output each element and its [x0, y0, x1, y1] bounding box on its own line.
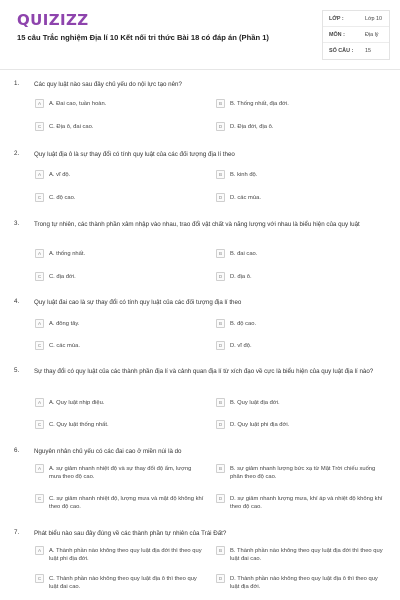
option-letter-box: A [35, 398, 44, 407]
meta-value: 15 [365, 48, 371, 54]
option-letter-box: C [35, 122, 44, 131]
option-letter-box: C [35, 193, 44, 202]
option-text: C. sự giảm nhanh nhiệt độ, lượng mưa và mặt độ không khí theo độ cao. [49, 496, 204, 510]
quizizz-logo[interactable]: QUIZIZZ [17, 11, 89, 29]
option-text: B. kinh độ. [230, 172, 258, 178]
question-number: 6. [14, 447, 20, 454]
option-letter-box: B [216, 319, 225, 328]
header-divider [0, 69, 400, 70]
meta-value: Lớp 10 [365, 16, 383, 22]
option-text: D. vĩ độ. [230, 343, 252, 349]
option-letter-box: B [216, 464, 225, 473]
question-number: 3. [14, 220, 20, 227]
option-text: A. thống nhất. [49, 251, 86, 257]
option-text: C. các mùa. [49, 343, 80, 349]
meta-info-box [322, 10, 390, 60]
meta-row-count [323, 43, 389, 59]
option-letter-box: B [216, 546, 225, 555]
question-number: 4. [14, 298, 20, 305]
option-letter-box: B [216, 398, 225, 407]
option-text: D. địa ô. [230, 274, 252, 280]
option-text: D. sự giảm nhanh lượng mưa, khí áp và nhiệt độ không khí theo độ cao. [230, 496, 383, 510]
option-text: B. Thống nhất, địa đới. [230, 101, 289, 107]
option-text: D. các mùa. [230, 195, 261, 201]
question-text: Phát biểu nào sau đây đúng về các thành phần tự nhiên của Trái Đất? [34, 530, 227, 537]
document-header [0, 0, 400, 64]
option-text: A. đông tây. [49, 321, 80, 327]
option-letter-box: C [35, 574, 44, 583]
option-letter-box: D [216, 420, 225, 429]
option-text: B. Quy luật địa đới. [230, 400, 280, 406]
option-text: C. Địa ô, đai cao. [49, 124, 94, 130]
meta-value: Địa lý [365, 32, 379, 38]
question-number: 1. [14, 80, 20, 87]
question-text: Nguyên nhân chủ yếu có các đai cao ở miền núi là do [34, 448, 182, 455]
question-text: Quy luật đai cao là sự thay đổi có tính quy luật của các đối tượng địa lí theo [34, 299, 242, 306]
question-text: Trong tự nhiên, các thành phần xâm nhập vào nhau, trao đổi vật chất và năng lượng với nhau là biểu hiện của quy luật [34, 221, 360, 228]
option-text: B. sự giảm nhanh lượng bức xạ từ Mặt Trời chiếu xuống phân theo độ cao. [230, 466, 376, 480]
option-text: B. Thành phần nào không theo quy luật địa đới thì theo quy luật đai cao. [230, 548, 383, 562]
option-text: D. Địa đới, địa ô. [230, 124, 274, 130]
option-text: B. độ cao. [230, 321, 257, 327]
option-letter-box: A [35, 464, 44, 473]
option-letter-box: C [35, 272, 44, 281]
option-text: A. sự giảm nhanh nhiệt độ và sự thay đổi độ ẩm, lượng mưa theo độ cao. [49, 466, 192, 480]
meta-key: MÔN : [329, 32, 345, 38]
option-text: C. Thành phần nào không theo quy luật địa ô thì theo quy luật đai cao. [49, 576, 197, 590]
option-letter-box: C [35, 341, 44, 350]
option-text: C. Quy luật thống nhất. [49, 422, 109, 428]
meta-key: SỐ CÂU : [329, 48, 354, 54]
option-letter-box: D [216, 193, 225, 202]
option-letter-box: A [35, 249, 44, 258]
option-text: C. địa đới. [49, 274, 76, 280]
question-number: 2. [14, 150, 20, 157]
option-text: D. Thành phần nào không theo quy luật địa ô thì theo quy luật địa đới. [230, 576, 378, 590]
option-letter-box: B [216, 249, 225, 258]
option-text: A. Thành phần nào không theo quy luật địa đới thì theo quy luật phi địa đới. [49, 548, 202, 562]
option-letter-box: A [35, 546, 44, 555]
page-title: 15 câu Trắc nghiệm Địa lí 10 Kết nối tri thức Bài 18 có đáp án (Phần 1) [17, 33, 269, 42]
option-letter-box: D [216, 341, 225, 350]
option-text: A. Quy luật nhịp điệu. [49, 400, 105, 406]
question-text: Các quy luật nào sau đây chủ yếu do nội lực tạo nên? [34, 81, 182, 88]
option-text: C. độ cao. [49, 195, 76, 201]
option-letter-box: B [216, 170, 225, 179]
option-text: B. đai cao. [230, 251, 258, 257]
meta-row-subject [323, 27, 389, 43]
option-text: D. Quy luật phi địa đới. [230, 422, 290, 428]
option-letter-box: C [35, 494, 44, 503]
question-number: 7. [14, 529, 20, 536]
meta-key: LỚP : [329, 16, 344, 22]
question-text: Sự thay đổi có quy luật của các thành phần địa lí và cảnh quan địa lí từ xích đạo về cực là biểu hiện của quy luật địa lí nào? [34, 368, 374, 375]
option-letter-box: D [216, 122, 225, 131]
option-letter-box: A [35, 319, 44, 328]
option-letter-box: D [216, 494, 225, 503]
question-number: 5. [14, 367, 20, 374]
option-text: A. vĩ độ. [49, 172, 71, 178]
meta-row-class [323, 11, 389, 27]
option-letter-box: B [216, 99, 225, 108]
option-letter-box: D [216, 272, 225, 281]
question-text: Quy luật địa ô là sự thay đổi có tính quy luật của các đối tượng địa lí theo [34, 151, 235, 158]
option-text: A. Đai cao, tuần hoàn. [49, 101, 107, 107]
option-letter-box: D [216, 574, 225, 583]
option-letter-box: A [35, 99, 44, 108]
option-letter-box: C [35, 420, 44, 429]
option-letter-box: A [35, 170, 44, 179]
